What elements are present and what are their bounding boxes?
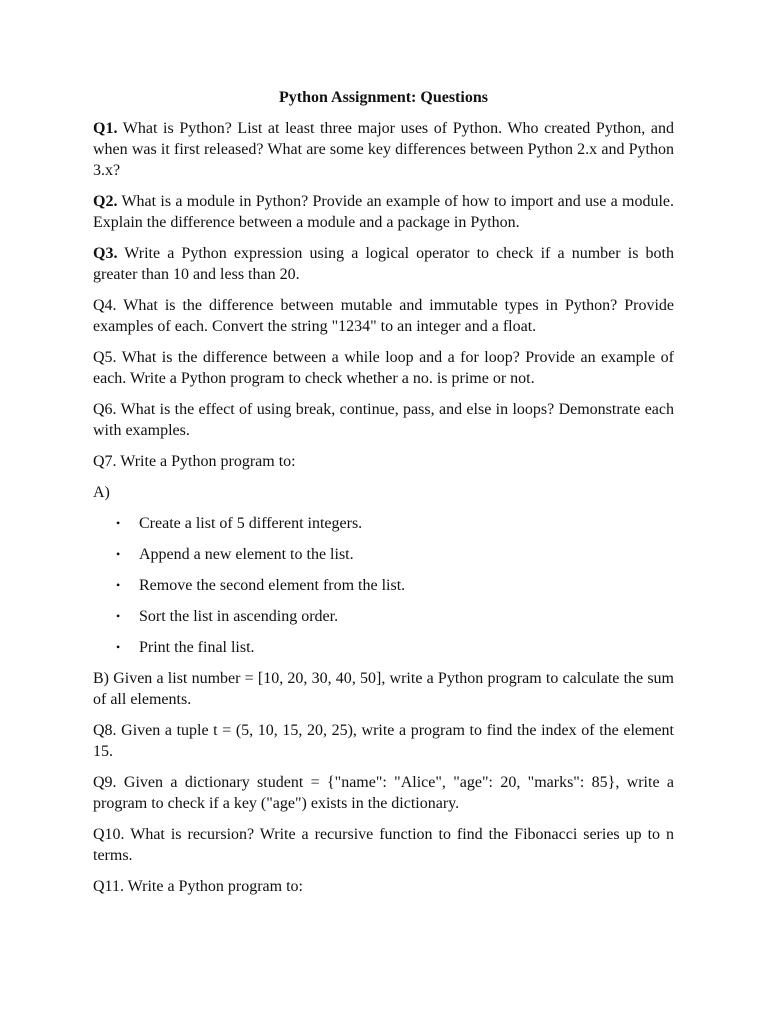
question-7-intro: Q7. Write a Python program to: xyxy=(93,453,296,470)
question-4: Q4. What is the difference between mutable and immutable types in Python? Provide examples of each. Convert the string "1234" to an integer and a float. xyxy=(93,297,674,335)
list-item-text: Print the final list. xyxy=(139,639,255,656)
question-3-text: Write a Python expression using a logical operator to check if a number is both greater than 10 and less than 20. xyxy=(93,245,674,283)
question-7-part-b: B) Given a list number = [10, 20, 30, 40, 50], write a Python program to calculate the sum of all elements. xyxy=(93,670,674,708)
question-3-label: Q3. xyxy=(93,245,118,262)
list-item xyxy=(93,513,674,534)
bullet-icon: • xyxy=(116,547,121,561)
list-item-text: Sort the list in ascending order. xyxy=(139,608,339,625)
bullet-icon: • xyxy=(116,516,121,530)
list-item xyxy=(93,575,674,596)
question-1-label: Q1. xyxy=(93,120,118,137)
list-item-text: Remove the second element from the list. xyxy=(139,577,406,594)
question-8: Q8. Given a tuple t = (5, 10, 15, 20, 25), write a program to find the index of the element 15. xyxy=(93,722,674,760)
question-2-text: What is a module in Python? Provide an example of how to import and use a module. Explain the difference between a module and a package in Python. xyxy=(93,193,674,231)
list-item xyxy=(93,544,674,565)
question-11: Q11. Write a Python program to: xyxy=(93,878,303,895)
question-7-part-a-label: A) xyxy=(93,484,110,501)
document-body xyxy=(93,87,674,907)
question-7-task-list xyxy=(93,513,674,658)
question-10: Q10. What is recursion? Write a recursive function to find the Fibonacci series up to n terms. xyxy=(93,826,674,864)
question-1 xyxy=(93,118,674,181)
list-item-text: Append a new element to the list. xyxy=(139,546,354,563)
question-2-label: Q2. xyxy=(93,193,118,210)
bullet-icon: • xyxy=(116,640,121,654)
list-item xyxy=(93,637,674,658)
bullet-icon: • xyxy=(116,609,121,623)
list-item xyxy=(93,606,674,627)
bullet-icon: • xyxy=(116,578,121,592)
question-9: Q9. Given a dictionary student = {"name": "Alice", "age": 20, "marks": 85}, write a program to check if a key ("age") exists in the dictionary. xyxy=(93,774,674,812)
question-6: Q6. What is the effect of using break, continue, pass, and else in loops? Demonstrate each with examples. xyxy=(93,401,674,439)
document-title: Python Assignment: Questions xyxy=(279,89,488,106)
question-3 xyxy=(93,243,674,285)
list-item-text: Create a list of 5 different integers. xyxy=(139,515,363,532)
question-5: Q5. What is the difference between a while loop and a for loop? Provide an example of each. Write a Python program to check whether a no. is prime or not. xyxy=(93,349,674,387)
question-2 xyxy=(93,191,674,233)
question-1-text: What is Python? List at least three major uses of Python. Who created Python, and when was it first released? What are some key differences between Python 2.x and Python 3.x? xyxy=(93,120,674,179)
